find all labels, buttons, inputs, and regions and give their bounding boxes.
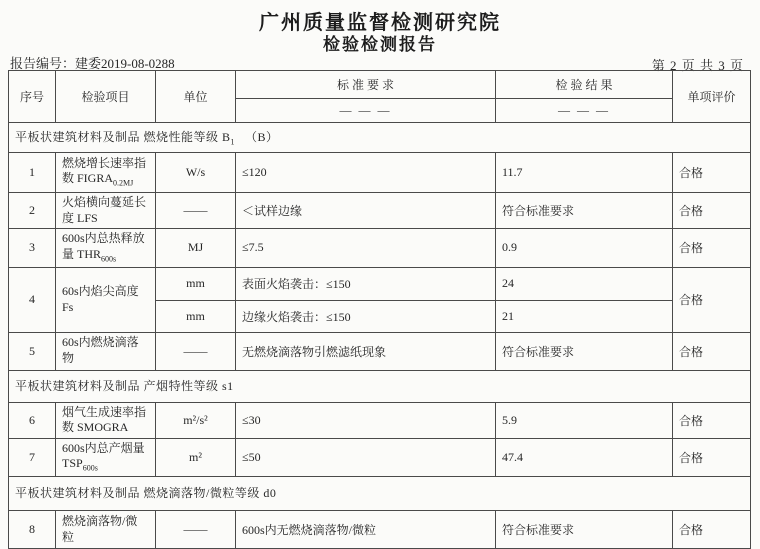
cell-result: 11.7 bbox=[496, 153, 673, 193]
cell-seq: 8 bbox=[9, 511, 56, 549]
cell-seq: 2 bbox=[9, 193, 56, 229]
cell-standard: 无燃烧滴落物引燃滤纸现象 bbox=[236, 332, 496, 370]
section-title-b1: 平板状建筑材料及制品 燃烧性能等级 $B_1$ （B） bbox=[9, 123, 751, 153]
table-row bbox=[9, 193, 751, 229]
col-header-standard: 标 准 要 求 bbox=[236, 71, 496, 99]
cell-standard: ≤7.5 bbox=[236, 229, 496, 267]
cell-item: 60s内焰尖高度 Fs bbox=[56, 267, 156, 332]
cell-standard: 表面火焰袭击：≤150 bbox=[236, 267, 496, 300]
cell-evaluation: 合格 bbox=[673, 332, 751, 370]
cell-unit: MJ bbox=[156, 229, 236, 267]
section-row-b1 bbox=[9, 123, 751, 153]
col-header-item: 检验项目 bbox=[56, 71, 156, 123]
cell-item: 600s内总热释放量 $THR_{600s}$ bbox=[56, 229, 156, 267]
col-header-evaluation: 单项评价 bbox=[673, 71, 751, 123]
cell-standard: ≤50 bbox=[236, 438, 496, 476]
cell-item: 燃烧增长速率指数 $FIGRA_{0.2MJ}$ bbox=[56, 153, 156, 193]
cell-unit: —— bbox=[156, 332, 236, 370]
test-results-table bbox=[8, 70, 751, 549]
cell-evaluation: 合格 bbox=[673, 511, 751, 549]
cell-result: 24 bbox=[496, 267, 673, 300]
cell-item: 火焰横向蔓延长度 LFS bbox=[56, 193, 156, 229]
cell-unit: m² bbox=[156, 438, 236, 476]
cell-seq: 3 bbox=[9, 229, 56, 267]
cell-result: 符合标准要求 bbox=[496, 193, 673, 229]
org-title: 广州质量监督检测研究院 bbox=[259, 12, 501, 34]
cell-result: 符合标准要求 bbox=[496, 332, 673, 370]
cell-item: 燃烧滴落物/微粒 bbox=[56, 511, 156, 549]
cell-seq: 1 bbox=[9, 153, 56, 193]
section-title-d0: 平板状建筑材料及制品 燃烧滴落物/微粒等级 d0 bbox=[9, 477, 751, 511]
section-row-d0 bbox=[9, 477, 751, 511]
cell-unit: —— bbox=[156, 193, 236, 229]
cell-unit: m²/s² bbox=[156, 402, 236, 438]
report-number: 报告编号：建委2019-08-0288 bbox=[10, 56, 175, 71]
table-row bbox=[9, 438, 751, 476]
cell-seq: 7 bbox=[9, 438, 56, 476]
cell-standard: ＜试样边缘 bbox=[236, 193, 496, 229]
table-row bbox=[9, 153, 751, 193]
cell-evaluation: 合格 bbox=[673, 193, 751, 229]
cell-item: 600s内总产烟量 $TSP_{600s}$ bbox=[56, 438, 156, 476]
cell-item: 60s内燃烧滴落物 bbox=[56, 332, 156, 370]
cell-evaluation: 合格 bbox=[673, 402, 751, 438]
table-row bbox=[9, 229, 751, 267]
table-row bbox=[9, 267, 751, 300]
table-row bbox=[9, 402, 751, 438]
section-row-s1 bbox=[9, 370, 751, 402]
cell-result: 符合标准要求 bbox=[496, 511, 673, 549]
cell-result: 47.4 bbox=[496, 438, 673, 476]
cell-result: 5.9 bbox=[496, 402, 673, 438]
cell-evaluation: 合格 bbox=[673, 229, 751, 267]
cell-standard: 边缘火焰袭击：≤150 bbox=[236, 300, 496, 332]
cell-seq: 4 bbox=[9, 267, 56, 332]
cell-seq: 5 bbox=[9, 332, 56, 370]
cell-standard: ≤30 bbox=[236, 402, 496, 438]
col-header-unit: 单位 bbox=[156, 71, 236, 123]
cell-seq: 6 bbox=[9, 402, 56, 438]
cell-unit: mm bbox=[156, 267, 236, 300]
standard-subheader-note: — — — bbox=[236, 99, 496, 123]
report-title: 检验检测报告 bbox=[323, 35, 437, 54]
cell-evaluation: 合格 bbox=[673, 153, 751, 193]
cell-result: 0.9 bbox=[496, 229, 673, 267]
col-header-seq: 序号 bbox=[9, 71, 56, 123]
cell-unit: —— bbox=[156, 511, 236, 549]
section-title-s1: 平板状建筑材料及制品 产烟特性等级 s1 bbox=[9, 370, 751, 402]
cell-item: 烟气生成速率指数 SMOGRA bbox=[56, 402, 156, 438]
cell-evaluation: 合格 bbox=[673, 438, 751, 476]
table-header-row bbox=[9, 71, 751, 99]
col-header-result: 检 验 结 果 bbox=[496, 71, 673, 99]
cell-standard: 600s内无燃烧滴落物/微粒 bbox=[236, 511, 496, 549]
table-row bbox=[9, 511, 751, 549]
result-subheader-note: — — — bbox=[496, 99, 673, 123]
cell-standard: ≤120 bbox=[236, 153, 496, 193]
cell-unit: mm bbox=[156, 300, 236, 332]
table-row bbox=[9, 332, 751, 370]
page-indicator: 第 2 页 共 3 页 bbox=[651, 58, 744, 73]
cell-result: 21 bbox=[496, 300, 673, 332]
cell-unit: W/s bbox=[156, 153, 236, 193]
cell-evaluation: 合格 bbox=[673, 267, 751, 332]
